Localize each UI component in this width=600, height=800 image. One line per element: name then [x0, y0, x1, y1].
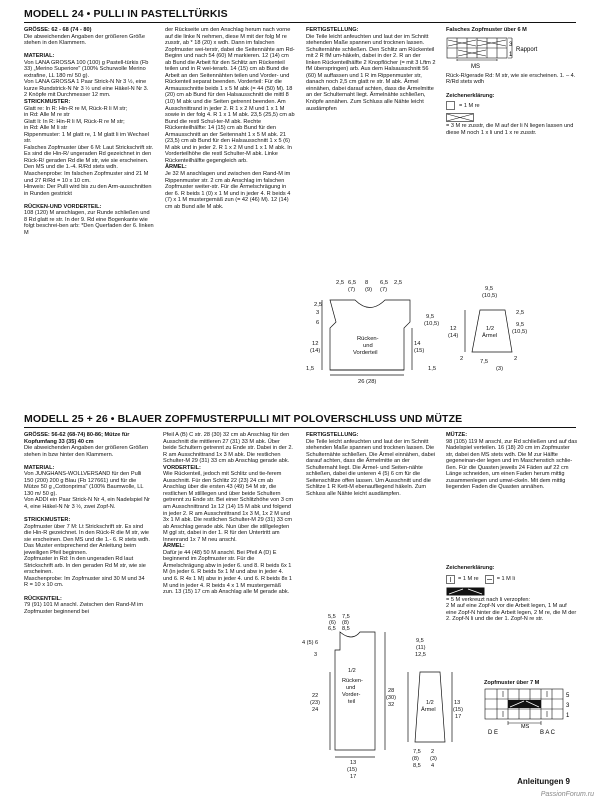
m25-bottom-2: (15) [347, 767, 357, 773]
paragraph: 98 (105) 119 M anschl, zur Rd schließen und auf das Nadelspiel verteilen. 16 (18) 20 cm im Zopfmuster str, dabei den MS stets wdh. Die M zur Hälfte gegeneinan-der legen und im Maschenstich schlie-ßen. Für die Quasten jeweils 24 Fäden auf 22 cm Länge schneiden, um einen Faden herum mittig zusammenlegen und umwi-ckeln. Mit dem mittig liegenden Faden die Quasten annähen. [446, 438, 578, 491]
m25-legend-title: Zeichenerklärung: [446, 565, 495, 571]
m25-sleeve-side-3: 4 [431, 763, 435, 769]
m24-col3 [306, 27, 436, 187]
section-heading: RÜCKENTEIL: [24, 595, 62, 602]
m25-label-2: und [346, 685, 356, 691]
paragraph: Zopfmuster in Rd: In den ungeraden Rd laut Strickschrift arb. In den geraden Rd M str, wie sie erscheinen. [24, 556, 146, 576]
section-heading: GRÖSSE: 56-62 (68-74) 80-86; Mütze für Kopfumfang 33 (35) 40 cm [24, 432, 130, 445]
knit-symbol-icon [446, 101, 455, 110]
chart-row-3: 3 [566, 703, 570, 709]
m25-top-5: 6,5 [328, 626, 336, 632]
sleeve-top-1: 2,5 [516, 310, 525, 316]
body-right-1: 14 [414, 341, 421, 347]
section-heading: RÜCKEN-UND VORDERTEIL: [24, 203, 102, 210]
dim-left-4: 12 [312, 341, 319, 347]
chart-letters-left: D E [488, 730, 499, 736]
paragraph: Rippenmuster: 1 M glatt re, 1 M glatt li im Wechsel str. [24, 131, 149, 145]
m25-schematic [300, 612, 482, 782]
m25-sleeve-h-1: 13 [454, 700, 461, 706]
m24-col1 [24, 27, 154, 403]
section-heading: ÄRMEL: [163, 543, 185, 550]
dim-top-5: 2,5 [394, 280, 403, 286]
purl-symbol-icon [485, 575, 494, 584]
m25-sleeve-bottom-1: 7,5 [413, 749, 421, 755]
paragraph: Die Teile leicht anfeuchten und laut der im Schnitt stehenden Maße spannen und trocknen lassen. Die Schulternähte schließen. Die Ärmel einnähen, dabei darauf achten, dass die Ärmelmitte an der Schulternaht liegt. Die Ärmel- und Seiten-nähte schließen, dabei die unteren 4 (5) 6 cm für die Seitenschlitze offen lassen. Um Ausschnitt und die Schlitze 1 R Kett-M ebenaufliegend häkeln. Zum Schluss alle Nähte leicht ausdämpfen. [306, 438, 436, 497]
chart-ms: MS [521, 724, 530, 730]
section-heading: MATERIAL: [24, 464, 55, 471]
m25-bottom-1: 13 [350, 760, 357, 766]
body-label-2: und [363, 343, 373, 349]
section-heading: STRICKMUSTER: [24, 517, 71, 524]
m25-sleeve-side-1: 2 [431, 749, 435, 755]
body-right-2: (15) [414, 348, 425, 354]
sleeve-left-1: 12 [450, 326, 457, 332]
page-footer: Anleitungen 9 [517, 777, 570, 786]
section-heading: STRICKMUSTER: [24, 98, 71, 105]
legend-knit: = 1 M re [459, 102, 480, 109]
paragraph: Hinweis: Der Pulli wird bis zu den Arm-ausschnitten in Runden gestrickt [24, 184, 152, 197]
paragraph: Von ADDI ein Paar Strick-N Nr 4, ein Nadelspiel Nr 4, eine Häkel-N Nr 3 ½, zwei Zopf-N. [24, 497, 150, 510]
shoulder-1: 9,5 [485, 286, 494, 292]
chart-row-label-3: 3 [509, 41, 513, 48]
paragraph: Wie Rückenteil, jedoch mit Schlitz und tie-ferem Ausschnitt. Für den Schlitz 22 (23) 24 cm ab Anschlag über die ersten 43 (49) 54 M str, die restlichen M stilllegen und über beide Schultern getrennt zu Ende str. Bei einer Schlitzhöhe von 3 cm am Ausschnittrand 1x 12 (14) 15 M abk und folgend in jeder 2. R am Ausschnittrand 1x 3 M, 1x 2 M und 3x 1 M abk. Die restlichen Schulter-M 29 (31) 33 cm ab Anschlag gerade abk. Nun über die stillgelegten M ggl str, dabei in der 1. R für den Untertritt am Innenrand 1x 7 M neu anschl. [163, 471, 293, 543]
false-cable-chart [446, 37, 578, 71]
sleeve-side-1: 2 [460, 356, 464, 362]
chart-row-5: 5 [566, 693, 570, 699]
dim-top-1: 2,5 [336, 280, 345, 286]
section-heading: MATERIAL: [24, 53, 55, 60]
shoulder-2: (10,5) [482, 293, 498, 299]
sleeve-side-2: 2 [514, 356, 518, 362]
m24-chart-title: Falsches Zopfmuster über 6 M [446, 27, 527, 33]
section-heading: GRÖSSE: 62 - 68 (74 - 80) [24, 27, 92, 33]
section-heading: ÄRMEL: [165, 164, 187, 171]
m25-right-1: 28 [388, 688, 395, 694]
m25-sleeve-h-3: 17 [455, 714, 462, 720]
sleeve-bottom-1: 7,5 [480, 359, 489, 365]
m25-col1 [24, 432, 150, 777]
m25-sleeve-bottom-3: 8,5 [413, 763, 421, 769]
section-heading: FERTIGSTELLUNG: [306, 27, 359, 33]
arm-height-1: 9,5 [426, 314, 435, 320]
m25-half: 1/2 [348, 668, 356, 674]
m25-sleeve-side-2: (3) [430, 756, 437, 762]
dim-top-4: 6,5 [380, 280, 389, 286]
m25-right-2: (30) [386, 695, 396, 701]
dim-left-1: 2,5 [314, 302, 323, 308]
m25-left-1: 4 (5) 6 [302, 640, 319, 646]
m25-label-3: Vorder- [342, 692, 361, 698]
paragraph: Zopfmuster über 7 M: Lt Strickschrift str. Es sind die Hin-R gezeichnet. In den Rück-R die M str, wie sie erscheinen. Den MS und die 1.- 6. R stets wdh. Das Muster entsprechend der Anleitung beim jeweiligen Pfeil beginnen. [24, 523, 150, 556]
m25-sleeve-bottom-2: (8) [412, 756, 419, 762]
m25-sleeve-h-2: (15) [453, 707, 463, 713]
legend-knit: = 1 M re [458, 575, 479, 582]
body-label-3: Vorderteil [353, 350, 378, 356]
paragraph: Von JUNGHANS-WOLLVERSAND für den Pulli 150 (200) 200 g Blau (Fb 127661) und für die Mütze 50 g „Cottonprima" (100% Baumwolle, LL 130 m/ 50 g). [24, 471, 144, 497]
model-24-title: MODELL 24 • PULLI IN PASTELLTÜRKIS [24, 8, 576, 23]
sleeve-bottom-2: (3) [496, 366, 504, 372]
bottom-15: 1,5 [428, 366, 437, 372]
paragraph: Die abweichenden Angaben der größeren Größen stehen in bzw hinter den Klammern. [24, 445, 149, 458]
watermark: PassionForum.ru [540, 791, 594, 798]
section-heading: VORDERTEIL: [163, 464, 201, 471]
m25-chart-block [484, 680, 579, 736]
m25-col3 [306, 432, 436, 602]
paragraph: der Rückseite um den Anschlag herum nach vorne auf die linke N nehmen, diese M mit der folg M re zusstr, ab * 18 (20) x wdh. Dann im falschen Zopfmuster wei-terstr, dabei die Seitennähte am Rd-Beginn und nach 54 (60) M markieren. 12 (14) cm ab Bund die Arbeit für den Schlitz am Rückenteil teilen und in R wei-terarb. 14 (15) cm ab Bund die Arbeit an den Seitennähten teilen und Vorder- und Rückenteil separat beenden. Vorderteil: Für die Armausschnitte beids 1 x 5 M abk (= 44 (50) M). 18 (20) cm ab Bund für den Halsausschnitt die mittl 8 (10) M abk und die Seiten getrennt beenden. Am Ausschnittrand in jeder 2. R 1 x 2 M und 1 x 1 M sowie in der folg 4. R 1 x 1 M abk. 23,5 (25,5) cm ab Bund die restl Schul-ter-M abk. Rechte Rückenteilhälfte: 14 (15) cm ab Bund für den Armausschnitt an der Seitennaht 1 x 5 M abk. 21 (23,5) cm ab Bund für den Halsausschnitt 1 x 5 (6) M abk und in jeder 2. R 1 x 2 M und 1 x 1 M abk. In Vorderteilhöhe die restl Schulter-M abk. Linke Rückenteilhälfte gegengleich arb. [165, 27, 295, 164]
chart-row-1: 1 [566, 713, 570, 719]
m25-col4 [446, 432, 578, 562]
m25-sleeve-label-2: Ärmel [421, 707, 436, 713]
dim-left-2: 3 [316, 310, 320, 316]
paragraph: 2 Knöpfe mit Durchmesser 12 mm. [24, 92, 111, 99]
paragraph: Je 32 M anschlagen und zwischen den Rand-M im Rippenmuster str. 2 cm ab Anschlag im falschen Zopfmuster weiter-str. Für die Ärmelschrägung in der 6. R beids 1 (0) x 1 M und in jeder 4. R beids 4 (7) x 1 M mustergemäß zun (= 42 (46) M). 12 (14) cm ab Bund alle M abk. [165, 171, 291, 210]
paragraph: Falsches Zopfmuster über 6 M: Laut Strickschrift str. Es sind die Hin-R/ ungeraden Rd gezeichnet in den Rück-R/ geraden Rd die M str, wie sie erscheinen. Den MS und die 1.-4. R/Rd stets wdh. [24, 144, 154, 171]
dim-left-3: 6 [316, 320, 320, 326]
dim-top-alt-3: (7) [380, 287, 388, 293]
legend-cross: = 3 M re zusstr, die M auf der li N liegen lassen und diese M noch 1 x li und 1 x re zusstr. [446, 123, 574, 136]
paragraph: in Rd: Alle M li str [24, 125, 68, 132]
m25-right-3: 32 [388, 702, 395, 708]
ms-label: MS [471, 63, 480, 70]
knit-symbol-icon [446, 575, 455, 584]
arm-height-2: (10,5) [424, 321, 440, 327]
m25-left-2: 3 [314, 652, 318, 658]
legend-cross-desc: 2 M auf eine Zopf-N vor die Arbeit legen, 1 M auf eine Zopf-N hinter die Arbeit legen, 2 M re, die M der 2. Zopf-N li und die der 1. Zopf-N re str. [446, 603, 577, 623]
chart-letters-right: B A C [540, 730, 556, 736]
m25-arm-1: 9,5 [416, 638, 424, 644]
m24-legend-title: Zeichenerklärung: [446, 92, 495, 99]
paragraph: Maschenprobe: Im Zopfmuster sind 30 M und 34 R = 10 x 10 cm. [24, 575, 145, 589]
sleeve-label-2: Ärmel [482, 333, 498, 339]
paragraph: Pfeil A (B) C str. 28 (30) 32 cm ab Anschlag für den Ausschnitt die mittleren 27 (31) 33 M abk. Über beide Schultern getrennt zu Ende str. Dabei in der 2. R am Ausschnittrand 1x 3 M abk. Die restlichen Schulter-M 29 (31) 33 cm ab Anschlag gerade abk. [163, 432, 293, 465]
body-width: 26 (28) [358, 379, 377, 385]
paragraph: Glatt re: In R: Hin-R re M, Rück-R li M str; [24, 105, 128, 112]
m24-chart-note: Rück-R/gerade Rd: M str, wie sie erscheinen. 1. – 4. R/Rd stets wdh [446, 72, 576, 86]
dim-top-2: 6,5 [348, 280, 357, 286]
legend-cross-title: = 5 M verkreuzt nach li verzopfen: [446, 596, 531, 603]
dim-top-3: 8 [365, 280, 369, 286]
paragraph: 79 (91) 101 M anschl. Zwischen den Rand-M im Zopfmuster beginnend bei [24, 602, 144, 615]
m25-label-4: teil [348, 699, 356, 705]
cross-symbol-icon [446, 113, 474, 122]
paragraph: 108 (120) M anschlagen, zur Runde schließen und 8 Rd glatt re str. In der 9. Rd eine Bogenkante wie folgt beschrei-ben arb: *Den Querfaden der 6. linken M [24, 210, 154, 236]
section-heading: FERTIGSTELLUNG: [306, 432, 359, 438]
m25-col2 [163, 432, 293, 777]
dim-left-6: 1,5 [306, 366, 315, 372]
m24-col2 [165, 27, 295, 403]
cable-chart [484, 688, 579, 736]
sleeve-top-2: 9,5 [516, 322, 525, 328]
m25-arm-2: (11) [416, 645, 426, 651]
paragraph: Die Teile leicht anfeuchten und laut der im Schnitt stehenden Maße spannen und trocknen lassen. Schulternähte schließen. Den Schlitz am Rückenteil mit 2 R fM um-häkeln, dabei in der 2. R an der linken Rückenteilhälfte 2 Knopflöcher (= mit 3 Lftm 2 fM überspringen) arb. Aus dem Halsausschnitt 56 (60) M auffassen und 1 R im Rippenmuster str, danach noch 2,5 cm glatt re str. M abk. Ärmel einnähen, dabei darauf achten, dass die Ärmelmitte an der Schulternaht liegt. Ärmelnähte schließen, Knöpfe annähen. Zum Schluss alle Nähte leicht ausdämpfen [306, 33, 436, 112]
m25-arm-3: 12,5 [415, 652, 426, 658]
dim-left-5: (14) [310, 348, 321, 354]
body-label-1: Rücken- [357, 336, 379, 342]
chart-row-label-1: 1 [509, 51, 513, 58]
dim-top-alt-1: (7) [348, 287, 356, 293]
cable-cross-icon [446, 587, 486, 596]
paragraph: Dafür je 44 (48) 50 M anschl. Bei Pfeil A (D) E beginnend im Zopfmuster str. Für die Ärmelschrägung abw in jeder 6. und 8. R beids 6x 1 M (in jeder 6. R beids 5x 1 M und abw in jeder 4. und 6. R 4x 1 M) abw in jeder 4. und 6. R beids 8x 1 M und in jeder 4. R beids 4 x 1 M mustergemäß zun. 13 (15) 17 cm ab Anschlag alle M gerade abk. [163, 549, 293, 596]
legend-purl: = 1 M li [496, 575, 515, 582]
dim-top-alt-2: (9) [365, 287, 373, 293]
m25-left-4: (23) [310, 700, 320, 706]
sleeve-left-2: (14) [448, 333, 459, 339]
m25-chart-title: Zopfmuster über 7 M [484, 680, 540, 686]
sleeve-label-1: 1/2 [486, 326, 495, 332]
m25-top-1: 5,5 [328, 614, 336, 620]
m25-left-3: 22 [312, 693, 319, 699]
model-25-title: MODELL 25 + 26 • BLAUER ZOPFMUSTERPULLI MIT POLOVERSCHLUSS UND MÜTZE [24, 413, 576, 428]
paragraph: Glatt li: In R: Hin-R li M, Rück-R re M str; [24, 118, 125, 125]
sleeve-top-3: (10,5) [512, 329, 528, 335]
paragraph: Von LANA GROSSA 1 Paar Strick-N Nr 3 ½, eine kurze Rundstrick-N Nr 3 ½ und eine Häkel-N Nr 3. [24, 79, 149, 92]
paragraph: in Rd: Alle M re str [24, 112, 70, 119]
m25-left-5: 24 [312, 707, 319, 713]
paragraph: Von LANA GROSSA 100 (100) g Pastell-türkis (Fb 33) „Merino Superiore" (100% Schurwolle Merino extrafine, LL 180 m/ 50 g). [24, 59, 149, 79]
section-heading: MÜTZE: [446, 432, 468, 438]
m25-top-6: 8,5 [342, 626, 350, 632]
m25-top-4: (8) [342, 620, 349, 626]
m25-bottom-3: 17 [350, 774, 357, 780]
m25-top-2: 7,5 [342, 614, 350, 620]
m24-schematic [300, 270, 580, 385]
m25-top-3: (6) [329, 620, 336, 626]
m25-label-1: Rücken- [342, 678, 363, 684]
paragraph: Maschenprobe: Im falschen Zopfmuster sind 21 M und 27 R/Rd = 10 x 10 cm. [24, 170, 149, 184]
m25-sleeve-label-1: 1/2 [426, 700, 434, 706]
paragraph: Die abweichenden Angaben der größeren Größe stehen in den Klammern. [24, 33, 145, 47]
rapport-label: Rapport [516, 46, 538, 53]
m24-chart-block [446, 27, 578, 227]
